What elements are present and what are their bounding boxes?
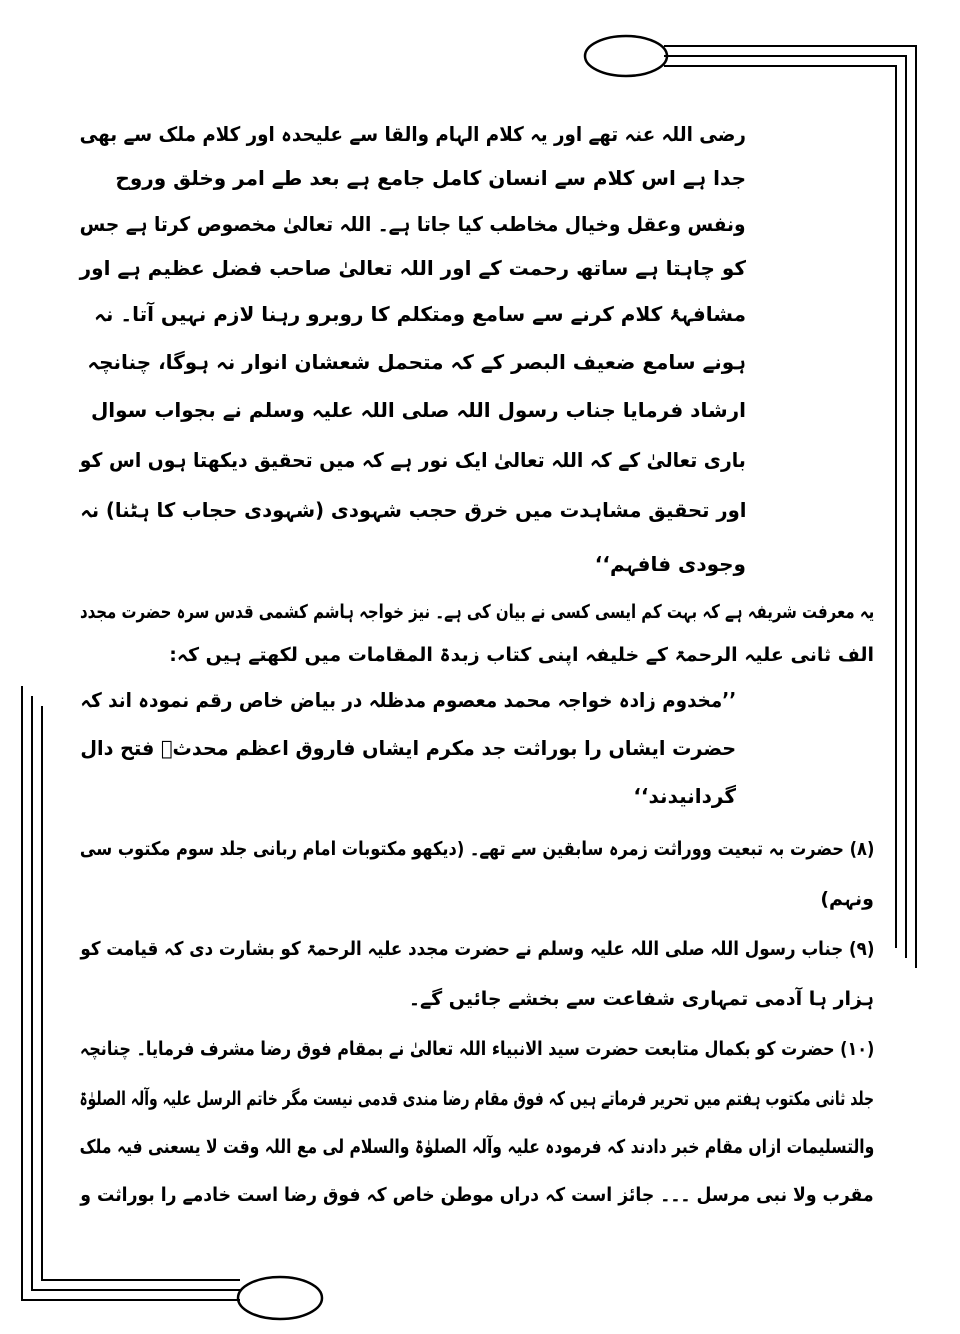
quote-line-1: ’’مخدوم زادہ خواجہ محمد معصوم مدظلہ در بیاض خاص رقم نمودہ اند کہ [80, 688, 736, 712]
item-10-line-2: جلد ثانی مکتوب ہفتم میں تحریر فرماتے ہیں کہ فوق مقام رضا مندی قدمی نیست مگر خاتم الرسل علیہ وآلہ الصلوٰۃ [79, 1088, 874, 1110]
item-8-line-1: (۸) حضرت بہ تبعیت ووراثت زمرہ سابقین سے تھے۔ (دیکھو مکتوبات امام ربانی جلد سوم مکتوب سی [79, 838, 874, 860]
text-line-7: ارشاد فرمایا جناب رسول اللہ صلی اللہ علیہ وسلم نے بجواب سوال [90, 398, 746, 422]
text-line-12: الف ثانی علیہ الرحمۃ کے خلیفہ اپنی کتاب زبدۃ المقامات میں لکھتے ہیں کہ: [169, 644, 874, 666]
quote-line-2: حضرت ایشاں را بوراثت جد مکرم ایشاں فاروق اعظم محدثؓ فتح دال [80, 736, 736, 760]
text-line-2: جدا ہے اس کلام سے انسان کامل جامع ہے بعد طے امر وخلق وروح [115, 166, 746, 190]
top-oval-ornament [585, 36, 667, 76]
item-9-line-1: (۹) جناب رسول اللہ صلی اللہ علیہ وسلم نے حضرت مجدد علیہ الرحمۃ کو بشارت دی کہ قیامت کو [79, 938, 874, 960]
text-line-9: اور تحقیق مشاہدت میں خرق حجب شہودی (شہودی حجاب کا ہٹنا) نہ [79, 498, 746, 522]
text-line-3: ونفس وعقل وخیال مخاطب کیا جاتا ہے۔ اللہ تعالیٰ مخصوص کرتا ہے جس [80, 212, 746, 236]
text-line-1: رضی اللہ عنہ تھے اور یہ کلام الہام والقا سے علیحدہ اور کلام ملک سے بھی [79, 122, 746, 146]
item-9-line-2: ہزار ہا آدمی تمہاری شفاعت سے بخشے جائیں گے۔ [408, 988, 874, 1010]
quote-line-3: گردانیدند‘‘ [633, 784, 736, 808]
text-line-6: ہونے سامع ضعیف البصر کے کہ متحمل شعشان انوار نہ ہوگا، چنانچہ [87, 350, 746, 374]
text-line-8: باری تعالیٰ کے کہ اللہ تعالیٰ ایک نور ہے کہ میں تحقیق دیکھتا ہوں اس کو [79, 448, 746, 472]
bottom-oval-ornament [238, 1277, 322, 1319]
item-10-line-3: والتسلیمات ازاں مقام خبر دادند کہ فرمودہ علیہ وآلہ الصلوٰۃ والسلام لی مع اللہ وقت لا یسعنی فیہ ملک [79, 1136, 874, 1158]
border-line-outer-bottom [22, 686, 240, 1300]
text-line-10: وجودی فافہم‘‘ [594, 552, 746, 576]
item-10-line-4: مقرب ولا نبی مرسل ۔۔۔ جائز است کہ دراں موطن خاص کہ فوق رضا است خادمے را بوراثت و [80, 1184, 874, 1206]
text-line-11: یہ معرفت شریفہ ہے کہ بہت کم ایسی کسی نے بیان کی ہے۔ نیز خواجہ ہاشم کشمی قدس سرہ حضرت مجدد [79, 601, 874, 623]
item-8-line-2: ونہم) [820, 888, 874, 910]
text-line-4: کو چاہتا ہے ساتھ رحمت کے اور اللہ تعالیٰ صاحب فضل عظیم ہے اور [79, 256, 746, 280]
item-10-line-1: (۱۰) حضرت کو بکمال متابعت حضرت سید الانبیاء اللہ تعالیٰ نے بمقام فوق رضا مشرف فرمایا۔ چنانچہ [79, 1038, 874, 1060]
text-line-5: مشافہۂ کلام کرنے سے سامع ومتکلم کا روبرو رہنا لازم نہیں آتا۔ نہ [94, 302, 746, 326]
